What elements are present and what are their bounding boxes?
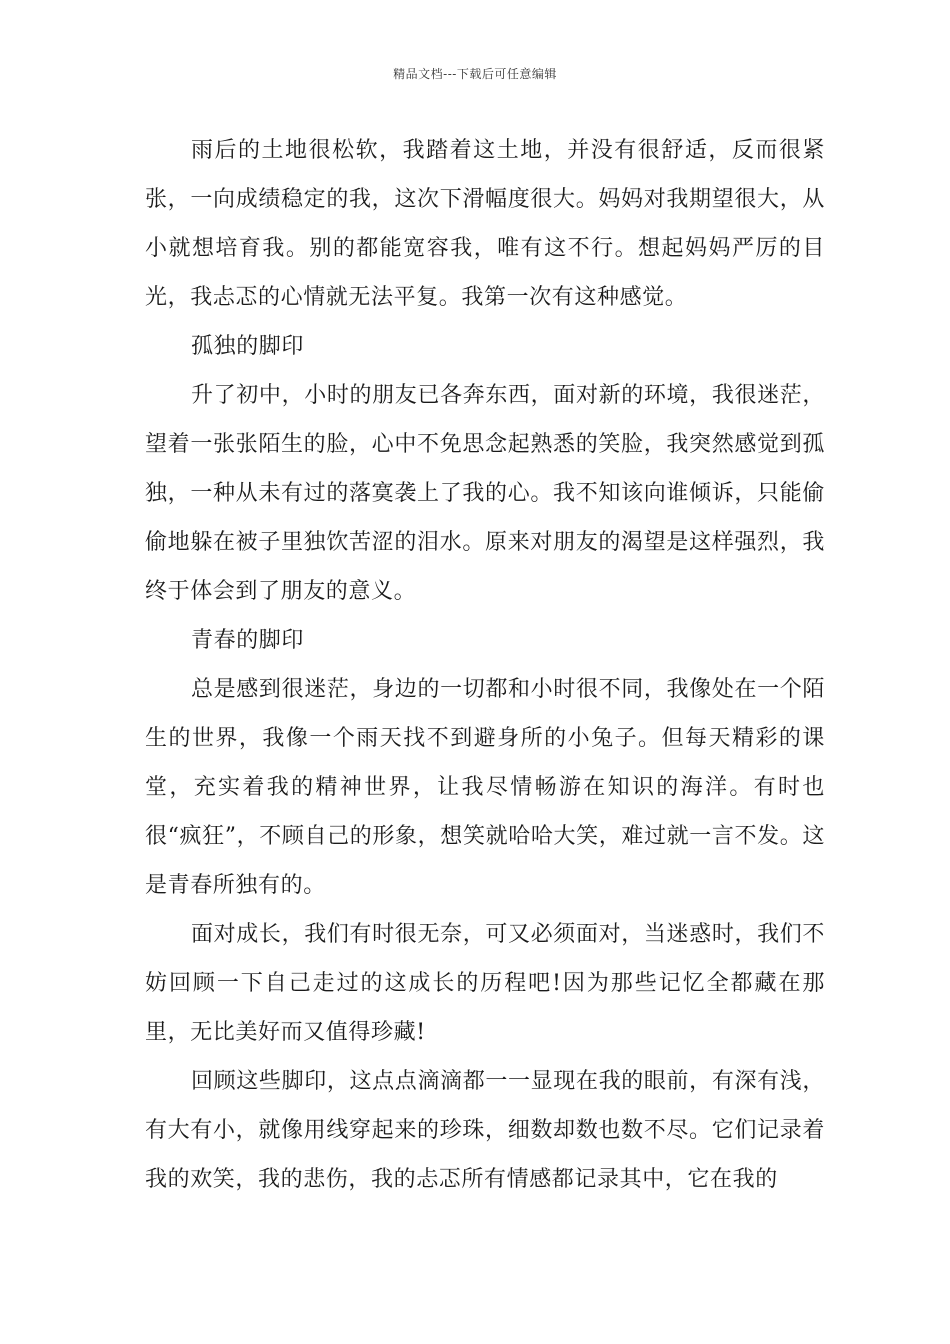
- document-body: [145, 126, 825, 1204]
- section-heading-youth-footprints: 青春的脚印: [191, 628, 305, 653]
- paragraph-junior-high: 升了初中，小时的朋友已各奔东西，面对新的环境，我很迷茫，望着一张张陌生的脸，心中不免思念起熟悉的笑脸，我突然感觉到孤独，一种从未有过的落寞袭上了我的心。我不知该向谁倾诉，只能偷偷地躲在被子里独饮苦涩的泪水。原来对朋友的渴望是这样强烈，我终于体会到了朋友的意义。: [145, 383, 825, 604]
- paragraph-confusion: 总是感到很迷茫，身边的一切都和小时很不同，我像处在一个陌生的世界，我像一个雨天找不到避身所的小兔子。但每天精彩的课堂，充实着我的精神世界，让我尽情畅游在知识的海洋。有时也很“疯狂”，不顾自己的形象，想笑就哈哈大笑，难过就一言不发。这是青春所独有的。: [145, 677, 825, 898]
- section-heading-lonely-footprints: 孤独的脚印: [191, 334, 305, 359]
- paragraph-rain-soil: 雨后的土地很松软，我踏着这土地，并没有很舒适，反而很紧张，一向成绩稳定的我，这次下滑幅度很大。妈妈对我期望很大，从小就想培育我。别的都能宽容我，唯有这不行。想起妈妈严厉的目光，我忐忑的心情就无法平复。我第一次有这种感觉。: [145, 138, 825, 310]
- paragraph-facing-growth: 面对成长，我们有时很无奈，可又必须面对，当迷惑时，我们不妨回顾一下自己走过的这成长的历程吧!因为那些记忆全都藏在那里，无比美好而又值得珍藏!: [145, 922, 825, 1045]
- paragraph-reviewing-footprints: 回顾这些脚印，这点点滴滴都一一显现在我的眼前，有深有浅，有大有小，就像用线穿起来的珍珠，细数却数也数不尽。它们记录着我的欢笑，我的悲伤，我的忐忑所有情感都记录其中，它在我的: [145, 1069, 825, 1192]
- page-header: 精品文档---下载后可任意编辑: [393, 67, 557, 81]
